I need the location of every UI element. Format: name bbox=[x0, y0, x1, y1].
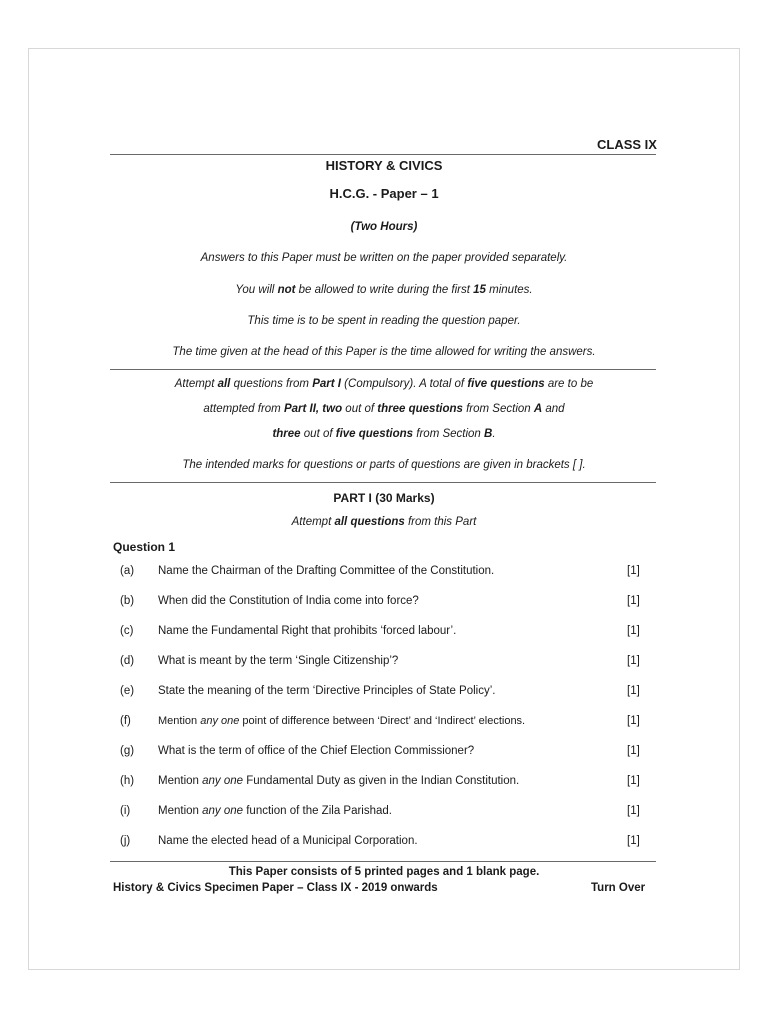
instruction-2: You will not be allowed to write during the first 15 minutes. bbox=[235, 284, 533, 296]
instruction-4: The time given at the head of this Paper is the time allowed for writing the answers. bbox=[172, 346, 596, 358]
duration: (Two Hours) bbox=[350, 221, 418, 233]
item-letter: (b) bbox=[120, 595, 135, 607]
item-letter: (f) bbox=[120, 715, 131, 727]
item-text: Mention any one point of difference between ‘Direct’ and ‘Indirect’ elections. bbox=[158, 715, 526, 727]
item-text: What is the term of office of the Chief Election Commissioner? bbox=[158, 745, 475, 757]
item-letter: (a) bbox=[120, 565, 135, 577]
item-mark: [1] bbox=[627, 685, 640, 697]
marks-note: The intended marks for questions or parts of questions are given in brackets [ ]. bbox=[182, 459, 586, 471]
item-text: Mention any one Fundamental Duty as given in the Indian Constitution. bbox=[158, 775, 520, 787]
part-title: PART I (30 Marks) bbox=[333, 491, 435, 505]
attempt-line-3: three out of five questions from Section B. bbox=[272, 428, 496, 440]
attempt-rule bbox=[110, 482, 656, 483]
item-mark: [1] bbox=[627, 655, 640, 667]
item-mark: [1] bbox=[627, 805, 640, 817]
subject-title: HISTORY & CIVICS bbox=[325, 158, 443, 173]
item-letter: (e) bbox=[120, 685, 135, 697]
item-mark: [1] bbox=[627, 835, 640, 847]
item-mark: [1] bbox=[627, 595, 640, 607]
instruction-3: This time is to be spent in reading the question paper. bbox=[247, 315, 521, 327]
question-title: Question 1 bbox=[113, 540, 176, 554]
item-text: State the meaning of the term ‘Directive Principles of State Policy’. bbox=[158, 685, 496, 697]
attempt-line-1: Attempt all questions from Part I (Compulsory). A total of five questions are to be bbox=[174, 378, 594, 390]
item-letter: (j) bbox=[120, 835, 131, 847]
part-subtitle: Attempt all questions from this Part bbox=[291, 516, 477, 528]
item-letter: (c) bbox=[120, 625, 134, 637]
instruction-1: Answers to this Paper must be written on the paper provided separately. bbox=[200, 252, 568, 264]
item-mark: [1] bbox=[627, 565, 640, 577]
class-label: CLASS IX bbox=[597, 137, 657, 152]
item-text: What is meant by the term ‘Single Citizenship’? bbox=[158, 655, 399, 667]
item-letter: (g) bbox=[120, 745, 135, 757]
item-mark: [1] bbox=[627, 715, 640, 727]
item-letter: (i) bbox=[120, 805, 131, 817]
item-letter: (h) bbox=[120, 775, 135, 787]
item-letter: (d) bbox=[120, 655, 135, 667]
attempt-line-2: attempted from Part II, two out of three questions from Section A and bbox=[203, 403, 565, 415]
item-mark: [1] bbox=[627, 775, 640, 787]
item-mark: [1] bbox=[627, 625, 640, 637]
item-mark: [1] bbox=[627, 745, 640, 757]
instructions-rule bbox=[110, 369, 656, 370]
footer-rule bbox=[110, 861, 656, 862]
pages-note: This Paper consists of 5 printed pages and 1 blank page. bbox=[228, 866, 540, 878]
paper-title: H.C.G. - Paper – 1 bbox=[329, 186, 439, 201]
header-rule bbox=[110, 154, 656, 155]
item-text: Name the Fundamental Right that prohibits ‘forced labour’. bbox=[158, 625, 457, 637]
item-text: Name the elected head of a Municipal Corporation. bbox=[158, 835, 418, 847]
specimen-label: History & Civics Specimen Paper – Class IX - 2019 onwards bbox=[113, 882, 438, 894]
turn-over-label: Turn Over bbox=[591, 882, 646, 894]
item-text: Mention any one function of the Zila Parishad. bbox=[158, 805, 392, 817]
item-text: Name the Chairman of the Drafting Committee of the Constitution. bbox=[158, 565, 495, 577]
item-text: When did the Constitution of India come into force? bbox=[158, 595, 419, 607]
